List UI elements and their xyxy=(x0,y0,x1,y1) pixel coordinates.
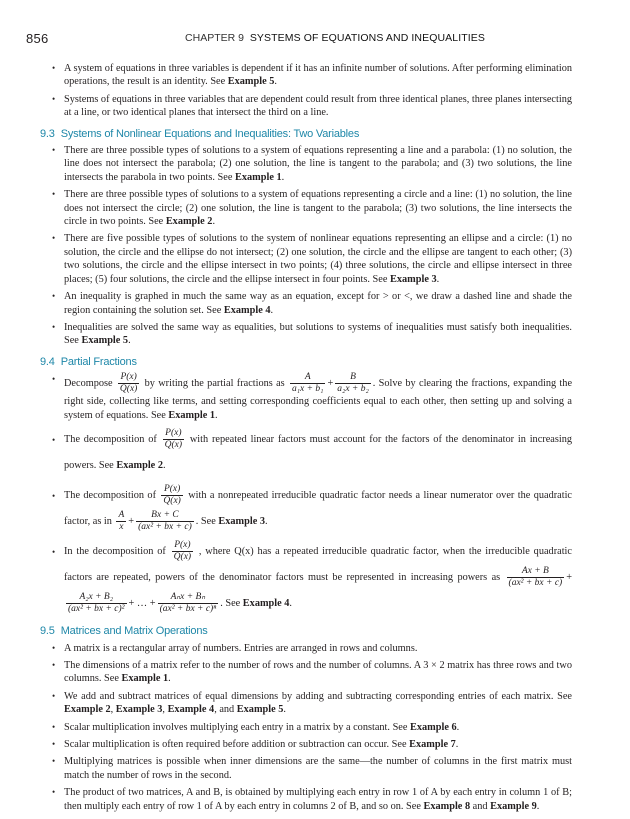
fraction-a-over-x: $\frac{A}{x}$ xyxy=(118,510,125,533)
bullet-list xyxy=(52,372,572,617)
fraction-p-over-q: $\frac{P(x)}{Q(x)}$ xyxy=(164,428,183,451)
example-link[interactable]: Example 2 xyxy=(64,704,111,716)
list-item: • The decomposition of $\frac{P(x)}{Q(x)}$ with a nonrepeated irreducible quadratic factor needs a linear numerator over the quadratic factor, as in $\frac{A}{x}$ + $\frac{Bx + C}{\text{(ax² + bx + c)}}$ . See Example 3. xyxy=(52,483,572,535)
list-item: • Inequalities are solved the same way as equalities, but solutions to systems of inequalities must satisfy both inequalities. See Example 5. xyxy=(52,321,572,348)
example-link[interactable]: Example 4 xyxy=(242,598,290,610)
fraction-p-over-q: $\frac{P(x)}{Q(x)}$ xyxy=(119,372,138,395)
bullet-list xyxy=(52,642,572,813)
page-content xyxy=(40,62,573,819)
example-link[interactable]: Example 1 xyxy=(121,673,169,685)
fraction-b: $\frac{B}{\text{a₂x + b₂}}$ xyxy=(337,372,369,395)
list-item: • We add and subtract matrices of equal dimensions by adding and subtracting corresponding entries of each matrix. See Example 2, Example 3, Example 4, and Example 5. xyxy=(52,690,572,717)
example-link[interactable]: Example 1 xyxy=(168,410,216,422)
list-item: • There are three possible types of solutions to a system of equations representing a line and a parabola: (1) no solution, the line does not intersect the parabola; (2) one solution, the line is tangent to the parabola; and (3) two solutions, the line intersects the parabola in two points. See Example 1. xyxy=(52,144,572,184)
example-link[interactable]: Example 3 xyxy=(389,273,437,285)
section-9-3 xyxy=(40,127,572,348)
example-link[interactable]: Example 7 xyxy=(409,738,456,750)
example-link[interactable]: Example 6 xyxy=(410,721,457,733)
section-9-5 xyxy=(40,625,572,813)
list-item: • In the decomposition of $\frac{P(x)}{Q(x)}$ , where Q(x) has a repeated irreducible quadratic factor, when the irreducible quadratic factors are repeated, powers of the denominator factors must be represented in increasing powers as $\frac{Ax + B}{\text{(ax² + bx + c)}}$ + $\frac{\text{A₂x + B₂}}{\text{(ax² + bx + c)²}}$ + … + $\frac{\text{Aₙx + Bₙ}}{\text{(ax² + bx + c)ⁿ}}$ . See Example 4. xyxy=(52,539,572,617)
running-head xyxy=(0,32,630,44)
chapter-title: SYSTEMS OF EQUATIONS AND INEQUALITIES xyxy=(249,32,485,44)
list-item: • Multiplying matrices is possible when inner dimensions are the same—the number of columns in the first matrix must match the number of rows in the second. xyxy=(52,755,572,782)
list-item: • Scalar multiplication involves multiplying each entry in a matrix by a constant. See Example 6. xyxy=(52,721,572,734)
list-item: • An inequality is graphed in much the same way as an equation, except for > or <, we draw a dashed line and shade the region containing the solution set. See Example 4. xyxy=(52,290,572,317)
page-number: 856 xyxy=(26,31,49,46)
list-item: • There are five possible types of solutions to the system of nonlinear equations representing an ellipse and a circle: (1) no solution, the circle and the ellipse do not intersect; (2) one solution, the circle and the ellipse are tangent to each other; (3) two solutions, the circle and the ellipse intersect in two points; (4) three solutions, the circle and ellipse intersect in three places; (5) four solutions, the circle and the ellipse intersect in four points. See Example 3. xyxy=(52,232,572,286)
intro-bullet-list xyxy=(52,62,572,120)
list-item: • A system of equations in three variables is dependent if it has an infinite number of solutions. After performing elimination operations, the result is an identity. See Example 5. xyxy=(52,62,572,89)
example-link[interactable]: Example 2 xyxy=(165,216,213,228)
fraction-term-n: $\frac{\text{Aₙx + Bₙ}}{\text{(ax² + bx + c)ⁿ}}$ xyxy=(159,592,217,615)
example-link[interactable]: Example 2 xyxy=(116,460,163,472)
example-link[interactable]: Example 5 xyxy=(227,76,275,88)
example-link[interactable]: Example 3 xyxy=(218,516,265,528)
list-item: • Systems of equations in three variables that are dependent could result from three identical planes, three planes intersecting at a line, or two identical planes that intersect the third on a line. xyxy=(52,93,572,120)
example-link[interactable]: Example 4 xyxy=(167,704,215,716)
list-item: • Scalar multiplication is often required before addition or subtraction can occur. See Example 7. xyxy=(52,738,572,751)
example-link[interactable]: Example 9 xyxy=(490,800,537,812)
fraction-term-2: $\frac{\text{A₂x + B₂}}{\text{(ax² + bx + c)²}}$ xyxy=(68,592,125,615)
example-link[interactable]: Example 4 xyxy=(223,304,271,316)
example-link[interactable]: Example 1 xyxy=(235,171,282,183)
section-heading: 9.4 Partial Fractions xyxy=(40,355,137,368)
section-9-4 xyxy=(40,355,573,617)
fraction-a: $\frac{A}{\text{a₁x + b₁}}$ xyxy=(291,372,324,395)
fraction-p-over-q: $\frac{P(x)}{Q(x)}$ xyxy=(163,484,181,507)
bullet-list xyxy=(52,144,572,348)
example-link[interactable]: Example 5 xyxy=(236,704,284,716)
example-link[interactable]: Example 3 xyxy=(115,704,163,716)
fraction-term-1: $\frac{Ax + B}{\text{(ax² + bx + c)}}$ xyxy=(508,566,563,589)
list-item: • Decompose $\frac{P(x)}{Q(x)}$ by writing the partial fractions as $\frac{A}{\text{a₁x + b₁}}$ + $\frac{B}{\text{a₂x + b₂}}$ . Solve by clearing the fractions, expanding the right side, collecting like terms, and setting corresponding coefficients equal to each other, then setting up and solving a system of equations. See Example 1. xyxy=(52,372,572,423)
example-link[interactable]: Example 5 xyxy=(81,335,129,347)
list-item: • The product of two matrices, A and B, is obtained by multiplying each entry in row 1 of A by each entry in column 1 of B; then multiply each entry of row 1 of A by each entry in columns 2 of B, and so on. See Example 8 and Example 9. xyxy=(52,786,572,813)
section-heading: 9.5 Matrices and Matrix Operations xyxy=(40,625,208,638)
list-item: • A matrix is a rectangular array of numbers. Entries are arranged in rows and columns. xyxy=(52,642,572,655)
fraction-p-over-q: $\frac{P(x)}{Q(x)}$ xyxy=(173,540,192,563)
list-item: • The dimensions of a matrix refer to the number of rows and the number of columns. A 3 × 2 matrix has three rows and two columns. See Example 1. xyxy=(52,659,572,686)
list-item: • The decomposition of $\frac{P(x)}{Q(x)}$ with repeated linear factors must account for the factors of the denominator in increasing powers. See Example 2. xyxy=(52,427,572,479)
section-heading: 9.3 Systems of Nonlinear Equations and Inequalities: Two Variables xyxy=(40,127,360,140)
fraction-quadratic: $\frac{Bx + C}{\text{(ax² + bx + c)}}$ xyxy=(138,510,192,533)
chapter-label: CHAPTER 9 xyxy=(185,32,244,44)
list-item: • There are three possible types of solutions to a system of equations representing a circle and a line: (1) no solution, the line does not intersect the circle; (2) one solution, the line is tangent to the parabola; (3) two solutions, the line intersects the circle in two points. See Example 2. xyxy=(52,188,572,228)
example-link[interactable]: Example 8 xyxy=(423,800,471,812)
